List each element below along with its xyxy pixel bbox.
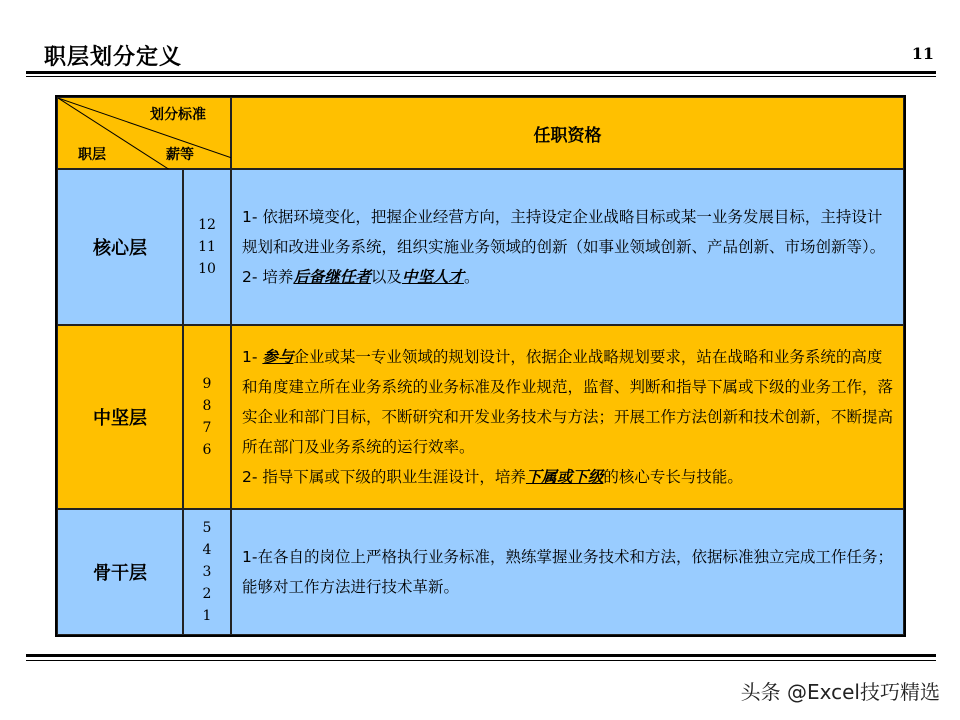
text-segment: 以及: [370, 268, 402, 286]
qualification-middle: [231, 325, 904, 509]
bottom-rule-thin: [26, 660, 936, 661]
grade-value: 2: [202, 586, 212, 602]
emphasis-subordinate: 下属或下级: [525, 468, 604, 486]
text-segment: 的核心专长与技能。: [603, 468, 743, 486]
page-number: 11: [911, 44, 934, 63]
grade-value: 11: [198, 239, 216, 255]
emphasis-successor: 后备继任者: [293, 268, 371, 286]
grade-backbone: [183, 509, 231, 635]
emphasis-key-talent: 中坚人才: [401, 268, 464, 286]
grade-middle: [183, 325, 231, 509]
level-backbone: 骨干层: [57, 509, 183, 635]
page-title: 职层划分定义: [44, 45, 183, 70]
watermark: 头条 @Excel技巧精选: [740, 680, 940, 704]
qualification-backbone: [231, 509, 904, 635]
level-core: 核心层: [57, 169, 183, 325]
qualification-line-1: 1- 依据环境变化，把握企业经营方向，主持设定企业战略目标或某一业务发展目标，主持设计规划和改进业务系统，组织实施业务领域的创新（如事业领域创新、产品创新、市场创新等）。: [242, 208, 886, 256]
header-grade-label: 薪等: [166, 147, 194, 163]
grade-value: 1: [202, 608, 212, 624]
grade-value: 7: [202, 420, 212, 436]
top-rule-thick: [26, 71, 936, 74]
grade-value: 8: [202, 398, 212, 414]
bottom-rule-thick: [26, 654, 936, 657]
header-diagonal-cell: [57, 97, 231, 169]
top-rule-thin: [26, 76, 936, 77]
grade-value: 3: [202, 564, 212, 580]
qualification-line-2: [242, 462, 897, 492]
grade-value: 9: [202, 376, 212, 392]
text-segment: 2- 培养: [242, 268, 294, 286]
level-middle: 中坚层: [57, 325, 183, 509]
header-level-label: 职层: [78, 147, 106, 163]
emphasis-participate: 参与: [262, 348, 294, 366]
job-level-table: [55, 95, 906, 637]
grade-value: 10: [198, 261, 216, 277]
grade-value: 6: [202, 442, 212, 458]
text-segment: 企业或某一专业领域的规划设计，依据企业战略规划要求，站在战略和业务系统的高度和角度建立所在业务系统的业务标准及作业规范，监督、判断和指导下属或下级的业务工作，落实企业和部门目标，不断研究和开发业务技术与方法；开展工作方法创新和技术创新，不断提高所在部门及业务系统的运行效率。: [242, 348, 894, 456]
grade-core: [183, 169, 231, 325]
text-segment: 。: [463, 268, 480, 286]
header-criteria-label: 划分标准: [150, 107, 206, 123]
qualification-line-2: [242, 262, 897, 292]
text-segment: 1-: [242, 348, 263, 366]
header-qualification: 任职资格: [231, 97, 904, 169]
grade-value: 4: [202, 542, 212, 558]
qualification-core: [231, 169, 904, 325]
grade-value: 12: [198, 217, 216, 233]
qualification-line-1: 1-在各自的岗位上严格执行业务标准，熟练掌握业务技术和方法，依据标准独立完成工作任务；能够对工作方法进行技术革新。: [242, 548, 893, 596]
qualification-line-1: [242, 342, 897, 462]
grade-value: 5: [202, 520, 212, 536]
text-segment: 2- 指导下属或下级的职业生涯设计，培养: [242, 468, 526, 486]
